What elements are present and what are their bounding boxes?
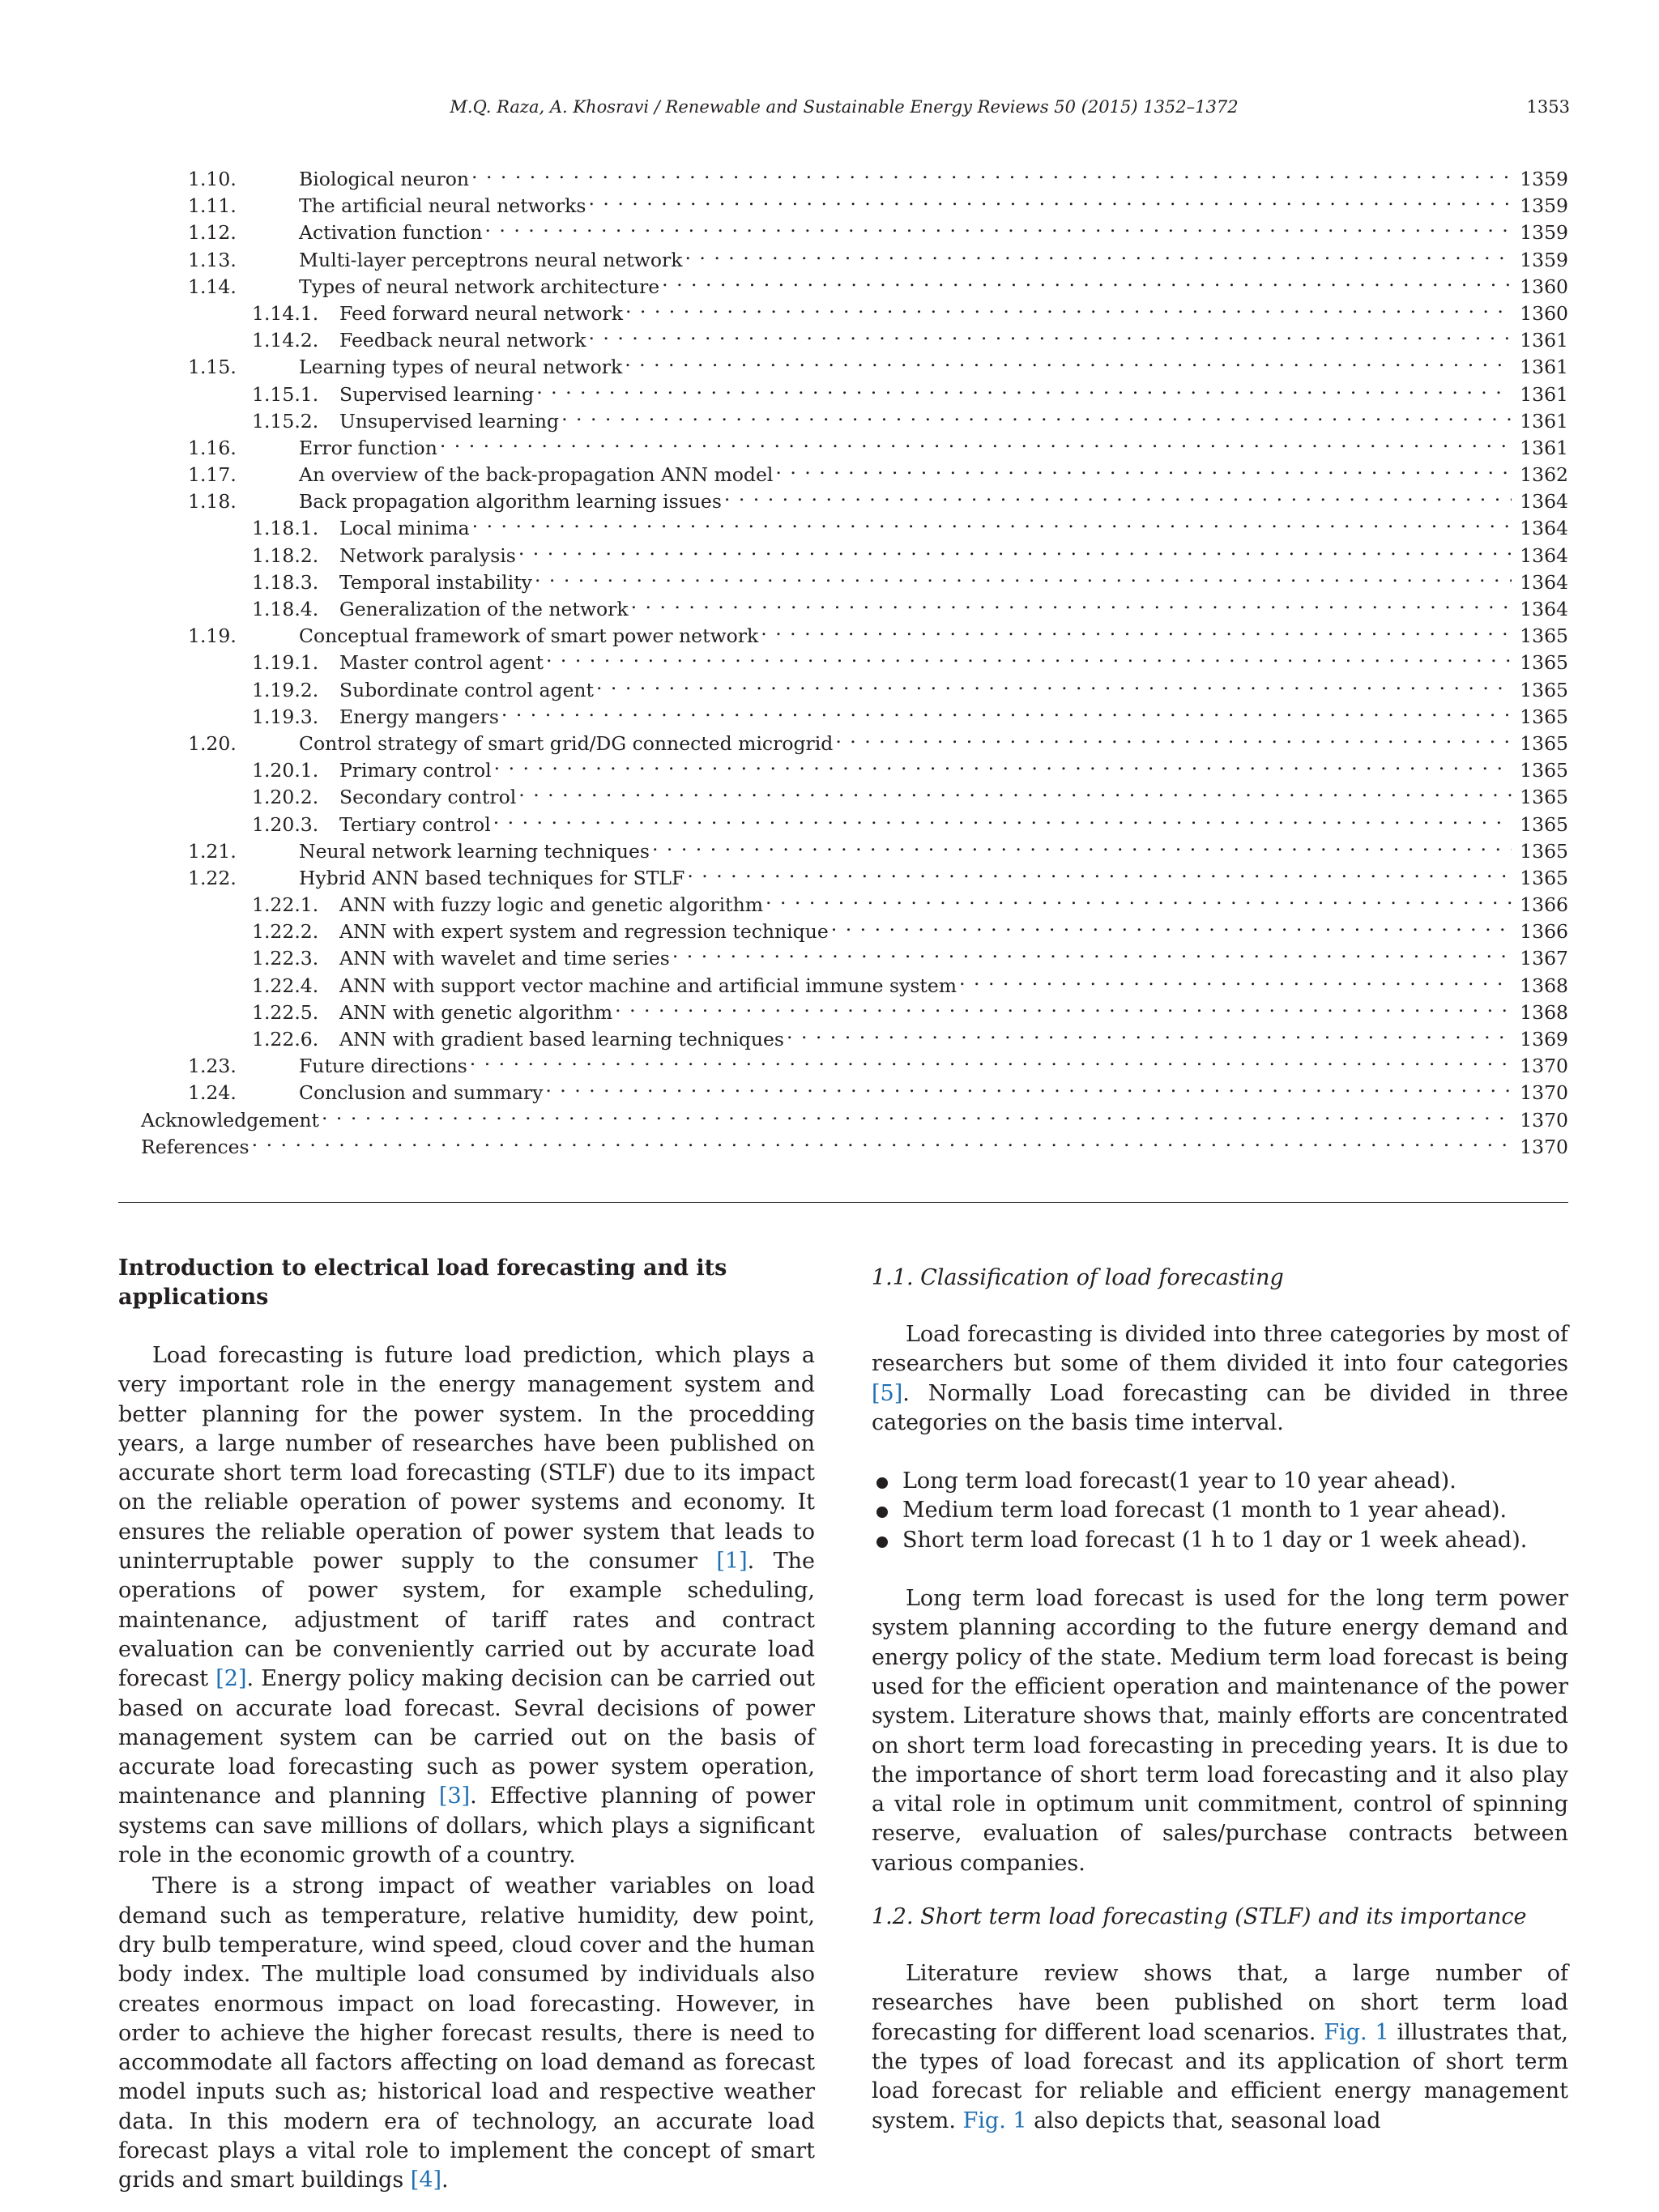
toc-entry-number: 1.18. [188, 490, 237, 514]
toc-entry-page: 1361 [1520, 409, 1568, 433]
toc-dot-leader [470, 1046, 1512, 1072]
toc-entry-number: 1.22. [188, 866, 237, 889]
toc-entry[interactable] [141, 911, 1568, 944]
toc-dot-leader [484, 212, 1512, 239]
figure-link[interactable]: Fig. 1 [1324, 2019, 1389, 2045]
toc-entry-number: 1.20.2. [252, 786, 319, 809]
toc-entry-number: 1.13. [188, 248, 237, 271]
toc-entry[interactable] [141, 185, 1568, 218]
toc-entry[interactable] [141, 804, 1568, 836]
toc-entry-page: 1361 [1520, 382, 1568, 406]
toc-entry-title: Primary control [339, 759, 492, 782]
toc-entry[interactable] [141, 159, 1568, 190]
toc-entry-title: Neural network learning techniques [299, 839, 650, 863]
text-run: . Normally Load forecasting can be divided in three categories on the basis time interval. [872, 1380, 1568, 1435]
toc-entry-page: 1364 [1520, 490, 1568, 514]
text-run: There is a strong impact of weather variables on load demand such as temperature, relative humidity, dew point, dry bulb temperature, wind speed, cloud cover and the human body index. The multiple load consumed by individuals also creates enormous impact on load forecasting. However, in order to achieve the higher forecast results, there is need to accommodate all factors affecting on load demand as forecast model inputs such as; historical load and respective weather data. In this modern era of technology, an accurate load forecast plays a vital role to implement the concept of smart grids and smart buildings [118, 1873, 815, 2193]
toc-entry-number: 1.22.6. [252, 1028, 319, 1051]
subsection-heading-classification: 1.1. Classification of load forecasting [872, 1265, 1284, 1290]
toc-entry-number: 1.22.2. [252, 920, 319, 944]
toc-dot-leader [536, 374, 1512, 401]
long-term-paragraph: Long term load forecast is used for the long term power system planning according to the future energy demand and energy policy of the state. Medium term load forecast is being used for the efficient operation and maintenance of the power system. Literature shows that, mainly efforts are concentrated on short term load forecasting in preceding years. It is due to the importance of short term load forecasting and it also play a vital role in optimum unit commitment, control of spinning reserve, evaluation of sales/purchase contracts between various companies. [872, 1586, 1568, 1876]
toc-entry-page: 1365 [1520, 705, 1568, 728]
toc-entry-title: Error function [299, 436, 437, 459]
toc-entry-number: 1.20. [188, 731, 237, 755]
toc-entry-number: 1.18.2. [252, 543, 319, 567]
toc-entry-number: 1.14.1. [252, 301, 319, 325]
toc-entry[interactable] [141, 240, 1568, 271]
toc-entry-title: Generalization of the network [339, 598, 629, 620]
toc-entry[interactable] [141, 938, 1568, 970]
toc-entry[interactable] [141, 831, 1568, 863]
toc-entry-title: Acknowledgement [141, 1108, 319, 1132]
toc-entry[interactable] [141, 750, 1568, 782]
toc-dot-leader [493, 804, 1512, 831]
citation-link[interactable]: [2] [215, 1666, 247, 1692]
toc-entry-number: 1.18.1. [252, 517, 319, 540]
running-head [118, 97, 1570, 123]
toc-entry[interactable] [141, 401, 1568, 433]
toc-entry-title: Energy mangers [339, 705, 499, 728]
toc-entry-page: 1365 [1520, 786, 1568, 809]
toc-entry-title: ANN with support vector machine and artificial immune system [339, 974, 957, 997]
section-divider [118, 1202, 1568, 1203]
toc-dot-leader [631, 589, 1512, 616]
toc-entry-title: Activation function [299, 221, 483, 245]
toc-dot-leader [787, 1019, 1512, 1046]
toc-entry-number: 1.19.3. [252, 705, 319, 728]
toc-entry[interactable] [141, 266, 1568, 298]
toc-entry-title: Local minima [339, 517, 470, 540]
toc-entry-page: 1362 [1520, 463, 1568, 487]
toc-entry[interactable] [141, 1127, 1568, 1158]
list-item: Medium term load forecast (1 month to 1 year ahead). [872, 1496, 1568, 1525]
toc-entry-number: 1.14.2. [252, 329, 319, 352]
toc-entry-number: 1.18.4. [252, 598, 319, 620]
forecast-types-list [872, 1467, 1568, 1555]
toc-entry-page: 1365 [1520, 839, 1568, 863]
toc-dot-leader [472, 508, 1512, 535]
right-column [872, 1254, 1568, 2136]
toc-entry[interactable] [141, 723, 1568, 755]
toc-entry[interactable] [141, 616, 1568, 648]
toc-entry[interactable] [141, 320, 1568, 352]
toc-dot-leader [775, 454, 1512, 481]
toc-dot-leader [494, 750, 1512, 777]
classification-paragraph [872, 1320, 1568, 1438]
toc-entry-title: Supervised learning [339, 382, 535, 406]
toc-entry-title: Conclusion and summary [299, 1081, 544, 1105]
toc-entry-page: 1365 [1520, 759, 1568, 782]
toc-dot-leader [518, 777, 1512, 803]
toc-entry[interactable] [141, 858, 1568, 889]
toc-entry[interactable] [141, 374, 1568, 406]
toc-dot-leader [625, 293, 1512, 320]
toc-entry-number: 1.24. [188, 1081, 237, 1105]
text-run: also depicts that, seasonal load [1026, 2108, 1381, 2133]
toc-entry-title: ANN with gradient based learning techniques [339, 1028, 784, 1051]
toc-dot-leader [625, 347, 1512, 373]
text-run: Literature review shows that, a large number of researches have been published on short term load forecasting for different load scenarios. [872, 1961, 1568, 2045]
toc-entry-title: Secondary control [339, 786, 517, 809]
toc-entry[interactable] [141, 1100, 1568, 1132]
toc-dot-leader [440, 428, 1512, 454]
toc-dot-leader [662, 266, 1512, 293]
toc-entry-number: 1.23. [188, 1055, 237, 1078]
toc-dot-leader [672, 938, 1512, 965]
toc-entry-number: 1.16. [188, 436, 237, 459]
toc-entry-title: Multi-layer perceptrons neural network [299, 248, 683, 271]
toc-entry-number: 1.15. [188, 356, 237, 379]
toc-entry-title: ANN with expert system and regression technique [339, 920, 829, 944]
toc-entry-number: 1.19.1. [252, 651, 319, 675]
toc-entry-page: 1366 [1520, 920, 1568, 944]
toc-dot-leader [501, 697, 1512, 723]
toc-entry[interactable] [141, 347, 1568, 379]
text-run: . [441, 2167, 449, 2193]
toc-entry-title: Master control agent [339, 651, 544, 675]
toc-entry-title: Hybrid ANN based techniques for STLF [299, 866, 685, 889]
toc-entry-title: References [141, 1135, 249, 1158]
toc-entry-title: Future directions [299, 1055, 467, 1078]
toc-dot-leader [761, 616, 1512, 642]
toc-entry[interactable] [141, 965, 1568, 997]
toc-entry-page: 1368 [1520, 974, 1568, 997]
toc-entry-number: 1.22.3. [252, 947, 319, 970]
toc-dot-leader [535, 562, 1512, 589]
toc-entry-page: 1361 [1520, 436, 1568, 459]
toc-entry-number: 1.15.1. [252, 382, 319, 406]
toc-entry-title: Conceptual framework of smart power network [299, 624, 759, 648]
toc-entry-title: Feed forward neural network [339, 301, 623, 325]
toc-entry[interactable] [141, 884, 1568, 917]
toc-entry-page: 1364 [1520, 517, 1568, 540]
toc-entry-page: 1370 [1520, 1135, 1568, 1158]
toc-dot-leader [322, 1100, 1512, 1127]
text-run: illustrates that, the types of load forecast and its application of short term load forecast for reliable and efficient energy management system. [872, 2019, 1568, 2133]
citation-link[interactable]: [1] [716, 1549, 748, 1575]
toc-dot-leader [687, 858, 1512, 884]
toc-entry[interactable] [141, 1019, 1568, 1051]
toc-entry[interactable] [141, 589, 1568, 620]
toc-entry[interactable] [141, 642, 1568, 675]
intro-paragraph-2 [118, 1872, 815, 2195]
toc-dot-leader [545, 1072, 1512, 1099]
toc-dot-leader [766, 884, 1512, 911]
toc-entry-page: 1361 [1520, 329, 1568, 352]
toc-dot-leader [959, 965, 1512, 992]
toc-entry-page: 1364 [1520, 598, 1568, 620]
toc-entry-page: 1365 [1520, 731, 1568, 755]
toc-entry[interactable] [141, 481, 1568, 514]
toc-entry-title: Types of neural network architecture [299, 275, 660, 298]
toc-entry-number: 1.22.4. [252, 974, 319, 997]
toc-entry-number: 1.17. [188, 463, 237, 487]
page-number: 1353 [1526, 97, 1570, 117]
toc-entry[interactable] [141, 454, 1568, 487]
toc-entry-title: ANN with fuzzy logic and genetic algorithm [339, 893, 764, 917]
subsection-heading-stlf: 1.2. Short term load forecasting (STLF) and its importance [872, 1904, 1527, 1930]
toc-entry-page: 1369 [1520, 1028, 1568, 1051]
toc-entry-title: Control strategy of smart grid/DG connected microgrid [299, 731, 834, 755]
toc-entry-number: 1.22.1. [252, 893, 319, 917]
toc-entry-number: 1.19.2. [252, 678, 319, 701]
toc-dot-leader [724, 481, 1512, 508]
toc-entry-page: 1365 [1520, 866, 1568, 889]
intro-paragraph-1 [118, 1341, 815, 1870]
table-of-contents [141, 159, 1568, 1158]
toc-entry-page: 1361 [1520, 356, 1568, 379]
toc-entry-page: 1365 [1520, 624, 1568, 648]
toc-entry-title: Biological neuron [299, 168, 470, 190]
toc-entry-number: 1.18.3. [252, 570, 319, 594]
toc-dot-leader [588, 185, 1512, 212]
toc-entry-title: Temporal instability [339, 570, 532, 594]
citation-link[interactable]: [3] [438, 1784, 471, 1809]
toc-entry-page: 1364 [1520, 543, 1568, 567]
text-run: . Effective planning of power systems can save millions of dollars, which plays a significant role in the economic growth of a country. [118, 1784, 815, 1869]
toc-entry[interactable] [141, 670, 1568, 701]
toc-entry-number: 1.15.2. [252, 409, 319, 433]
toc-entry-page: 1370 [1520, 1108, 1568, 1132]
toc-dot-leader [615, 992, 1512, 1019]
toc-entry[interactable] [141, 428, 1568, 459]
toc-entry-title: Network paralysis [339, 543, 516, 567]
toc-entry-page: 1359 [1520, 194, 1568, 218]
toc-entry-title: Feedback neural network [339, 329, 586, 352]
toc-entry-title: An overview of the back-propagation ANN model [299, 463, 774, 487]
toc-dot-leader [561, 401, 1512, 428]
left-column [118, 1254, 815, 2196]
text-run: . The operations of power system, for example scheduling, maintenance, adjustment of tariff rates and contract evaluation can be conveniently carried out by accurate load forecast [118, 1549, 815, 1692]
text-run: Load forecasting is future load prediction, which plays a very important role in the energy management system and better planning for the power system. In the procedding years, a large number of researches have been published on accurate short term load forecasting (STLF) due to its impact on the reliable operation of power systems and economy. It ensures the reliable operation of power system that leads to uninterruptable power supply to the consumer [118, 1343, 815, 1575]
list-item: Short term load forecast (1 h to 1 day or 1 week ahead). [872, 1526, 1568, 1555]
toc-entry-number: 1.19. [188, 624, 237, 648]
toc-entry-page: 1359 [1520, 221, 1568, 245]
citation-link[interactable]: [5] [872, 1380, 903, 1406]
section-heading-introduction: Introduction to electrical load forecasting and its applications [118, 1255, 727, 1310]
toc-dot-leader [546, 642, 1512, 669]
toc-entry-page: 1359 [1520, 168, 1568, 190]
toc-entry-number: 1.14. [188, 275, 237, 298]
toc-entry-title: Tertiary control [339, 812, 491, 836]
toc-entry-page: 1365 [1520, 651, 1568, 675]
toc-entry-title: Subordinate control agent [339, 678, 594, 701]
toc-entry[interactable] [141, 777, 1568, 809]
toc-entry-page: 1365 [1520, 812, 1568, 836]
toc-entry-page: 1360 [1520, 301, 1568, 325]
journal-citation: M.Q. Raza, A. Khosravi / Renewable and Sustainable Energy Reviews 50 (2015) 1352–1372 [450, 97, 1239, 117]
stlf-paragraph [872, 1959, 1568, 2136]
toc-entry-page: 1360 [1520, 275, 1568, 298]
citation-link[interactable]: [4] [410, 2167, 442, 2193]
toc-dot-leader [652, 831, 1512, 858]
toc-dot-leader [831, 911, 1512, 938]
toc-dot-leader [684, 240, 1512, 266]
toc-entry[interactable] [141, 293, 1568, 325]
toc-entry-page: 1359 [1520, 248, 1568, 271]
toc-entry-title: ANN with genetic algorithm [339, 1000, 613, 1024]
toc-dot-leader [588, 320, 1512, 347]
toc-entry[interactable] [141, 697, 1568, 728]
list-item: Long term load forecast(1 year to 10 year ahead). [872, 1467, 1568, 1496]
toc-dot-leader [471, 159, 1512, 185]
toc-entry[interactable] [141, 535, 1568, 567]
toc-entry-page: 1367 [1520, 947, 1568, 970]
toc-entry-number: 1.12. [188, 221, 237, 245]
toc-entry-title: Back propagation algorithm learning issues [299, 490, 722, 514]
text-run: Load forecasting is divided into three categories by most of researchers but some of them divided it into four categories [872, 1322, 1568, 1377]
toc-entry[interactable] [141, 212, 1568, 245]
toc-dot-leader [596, 670, 1512, 697]
toc-entry-number: 1.10. [188, 168, 237, 190]
toc-dot-leader [252, 1127, 1512, 1153]
toc-entry[interactable] [141, 1072, 1568, 1105]
toc-entry-page: 1370 [1520, 1055, 1568, 1078]
figure-link[interactable]: Fig. 1 [962, 2108, 1027, 2133]
toc-entry-number: 1.20.3. [252, 812, 319, 836]
toc-dot-leader [835, 723, 1512, 750]
toc-dot-leader [518, 535, 1512, 562]
toc-entry-page: 1370 [1520, 1081, 1568, 1105]
toc-entry[interactable] [141, 992, 1568, 1024]
toc-entry[interactable] [141, 562, 1568, 594]
toc-entry-page: 1364 [1520, 570, 1568, 594]
toc-entry-number: 1.21. [188, 839, 237, 863]
toc-entry[interactable] [141, 508, 1568, 540]
toc-entry-page: 1366 [1520, 893, 1568, 917]
toc-entry-number: 1.20.1. [252, 759, 319, 782]
toc-entry-page: 1365 [1520, 678, 1568, 701]
toc-entry[interactable] [141, 1046, 1568, 1078]
text-run: . Energy policy making decision can be carried out based on accurate load forecast. Sevral decisions of power management system can be carried out on the basis of accurate load forecasting such as power system operation, maintenance and planning [118, 1666, 815, 1809]
toc-entry-title: Learning types of neural network [299, 356, 623, 379]
toc-entry-page: 1368 [1520, 1000, 1568, 1024]
toc-entry-number: 1.22.5. [252, 1000, 319, 1024]
toc-entry-title: ANN with wavelet and time series [339, 947, 670, 970]
toc-entry-title: Unsupervised learning [339, 409, 560, 433]
toc-entry-number: 1.11. [188, 194, 237, 218]
toc-entry-title: The artificial neural networks [299, 194, 586, 218]
